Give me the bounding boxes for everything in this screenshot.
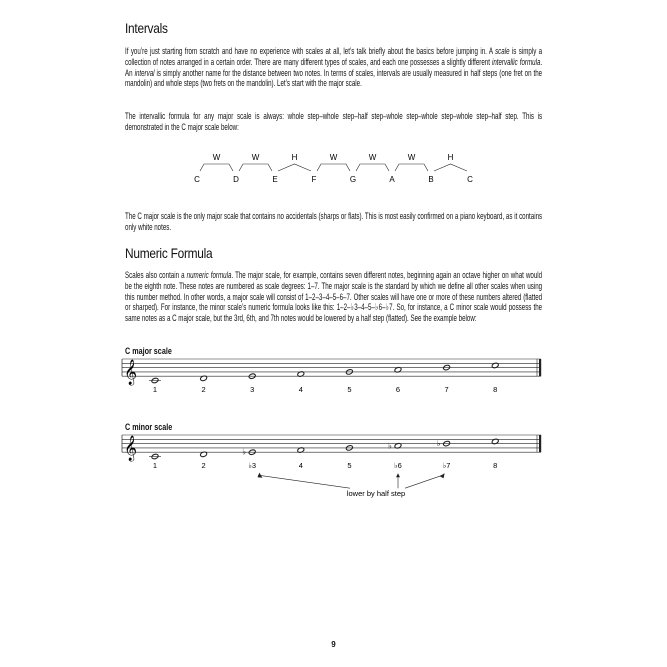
treble-clef-icon: 𝄞	[124, 359, 138, 385]
diagram-note: G	[349, 175, 357, 184]
scale-degree-label: ♭7	[442, 461, 451, 471]
diagram-step-label: W	[329, 153, 338, 162]
diagram-note: C	[194, 175, 200, 184]
paragraph-numeric-formula	[125, 270, 542, 324]
text-run: is simply another name for the distance between two notes. In terms of scales, intervals are usually measured in half steps (one fret on the mandolin) and whole steps (two frets on the mandolin). Let’s start with the major scale.	[125, 66, 543, 89]
staff-minor	[0, 431, 667, 501]
text-run: interval	[134, 66, 155, 78]
final-barline-thick	[539, 359, 541, 376]
diagram-step-label: W	[368, 153, 377, 162]
scale-degree-label: 1	[152, 461, 158, 471]
flat-icon: ♭	[388, 441, 392, 451]
staff-major	[0, 355, 667, 400]
step-bracket	[395, 164, 428, 171]
text-run: . An	[125, 55, 543, 78]
flat-icon: ♭	[242, 447, 247, 457]
step-bracket	[278, 164, 311, 171]
scale-degree-label: 6	[395, 385, 401, 395]
flat-icon: ♭	[436, 439, 441, 449]
diagram-note: B	[428, 175, 434, 184]
scale-degree-label: ♭6	[394, 461, 402, 471]
scale-degree-label: 3	[250, 385, 255, 395]
diagram-step-label: W	[212, 153, 221, 162]
paragraph-intervallic-formula: The intervallic formula for any major scale is always: whole step–whole step–half step–whole step–whole step–whole step–half step. This is demonstrated in the C major scale below:	[125, 110, 543, 132]
arrow-to-flat-3	[258, 475, 350, 488]
step-bracket	[239, 164, 272, 171]
major-scale-title: C major scale	[125, 346, 172, 356]
scale-degree-label: 1	[152, 385, 158, 395]
text-run: intervallic formula	[491, 55, 541, 67]
annotation-lower-by-half-step: lower by half step	[346, 489, 406, 499]
diagram-note: C	[467, 175, 473, 184]
page-number: 9	[331, 640, 336, 649]
diagram-step-label: H	[291, 153, 298, 162]
step-diagram	[0, 140, 667, 200]
minor-scale-title: C minor scale	[125, 422, 173, 432]
text-run: scale	[495, 45, 510, 56]
text-run: numeric formula	[186, 269, 232, 280]
scale-degree-label: 8	[493, 461, 498, 471]
scale-degree-label: 7	[444, 385, 449, 395]
scale-degree-label: 2	[201, 461, 206, 471]
step-bracket	[317, 164, 350, 171]
diagram-step-label: H	[447, 153, 454, 162]
scale-degree-label: 2	[201, 385, 206, 395]
diagram-note: D	[233, 175, 239, 184]
heading-numeric-formula: Numeric Formula	[125, 245, 213, 261]
treble-clef-icon: 𝄞	[124, 435, 138, 461]
final-barline-thick	[539, 435, 541, 452]
text-run: If you’re just starting from scratch and have no experience with scales at all, let’s talk briefly about the basics before jumping in. A	[125, 45, 496, 56]
scale-degree-label: 8	[493, 385, 498, 395]
diagram-note: F	[311, 175, 317, 184]
diagram-note: A	[389, 175, 395, 184]
diagram-step-label: W	[407, 153, 416, 162]
arrowhead	[256, 473, 262, 480]
text-run: is simply a collection of notes arranged in a certain order. There are many different types of scales, and each one possesses a slightly different	[125, 45, 543, 67]
heading-intervals: Intervals	[125, 20, 168, 36]
step-bracket	[200, 164, 233, 171]
arrow-to-flat-7	[405, 475, 443, 488]
diagram-step-label: W	[251, 153, 260, 162]
scale-degree-label: ♭3	[248, 461, 257, 471]
step-bracket	[434, 164, 467, 171]
text-run: . The major scale, for example, contains seven different notes, beginning again an octave higher on what would be the eighth note. These notes are numbered as scale degrees: 1–7. The major scale is the standard by which we define all other scales when using this number method. In other words, a major scale will consist of 1–2–3–4–5–6–7. Other scales will have one or more of these numbers altered (flatted or sharped). For instance, the minor scale’s numeric formula looks like this: 1–2–♭3–4–5–♭6–♭7. So, for instance, a C minor scale would possess the same notes as a C major scale, but the 3rd, 6th, and 7th notes would be lowered by a half step (flatted). See the example below:	[125, 269, 543, 324]
diagram-note: E	[272, 175, 278, 184]
scale-degree-label: 5	[347, 385, 352, 395]
text-run: Scales also contain a	[125, 269, 187, 280]
scale-degree-label: 5	[347, 461, 352, 471]
scale-degree-label: 4	[298, 461, 303, 471]
paragraph-intervals-intro	[125, 46, 542, 89]
step-bracket	[356, 164, 389, 171]
scale-degree-label: 4	[298, 385, 303, 395]
arrowhead	[396, 473, 400, 477]
paragraph-c-major-note: The C major scale is the only major scale that contains no accidentals (sharps or flats). This is most easily confirmed on a piano keyboard, as it contains only white notes.	[125, 210, 543, 232]
